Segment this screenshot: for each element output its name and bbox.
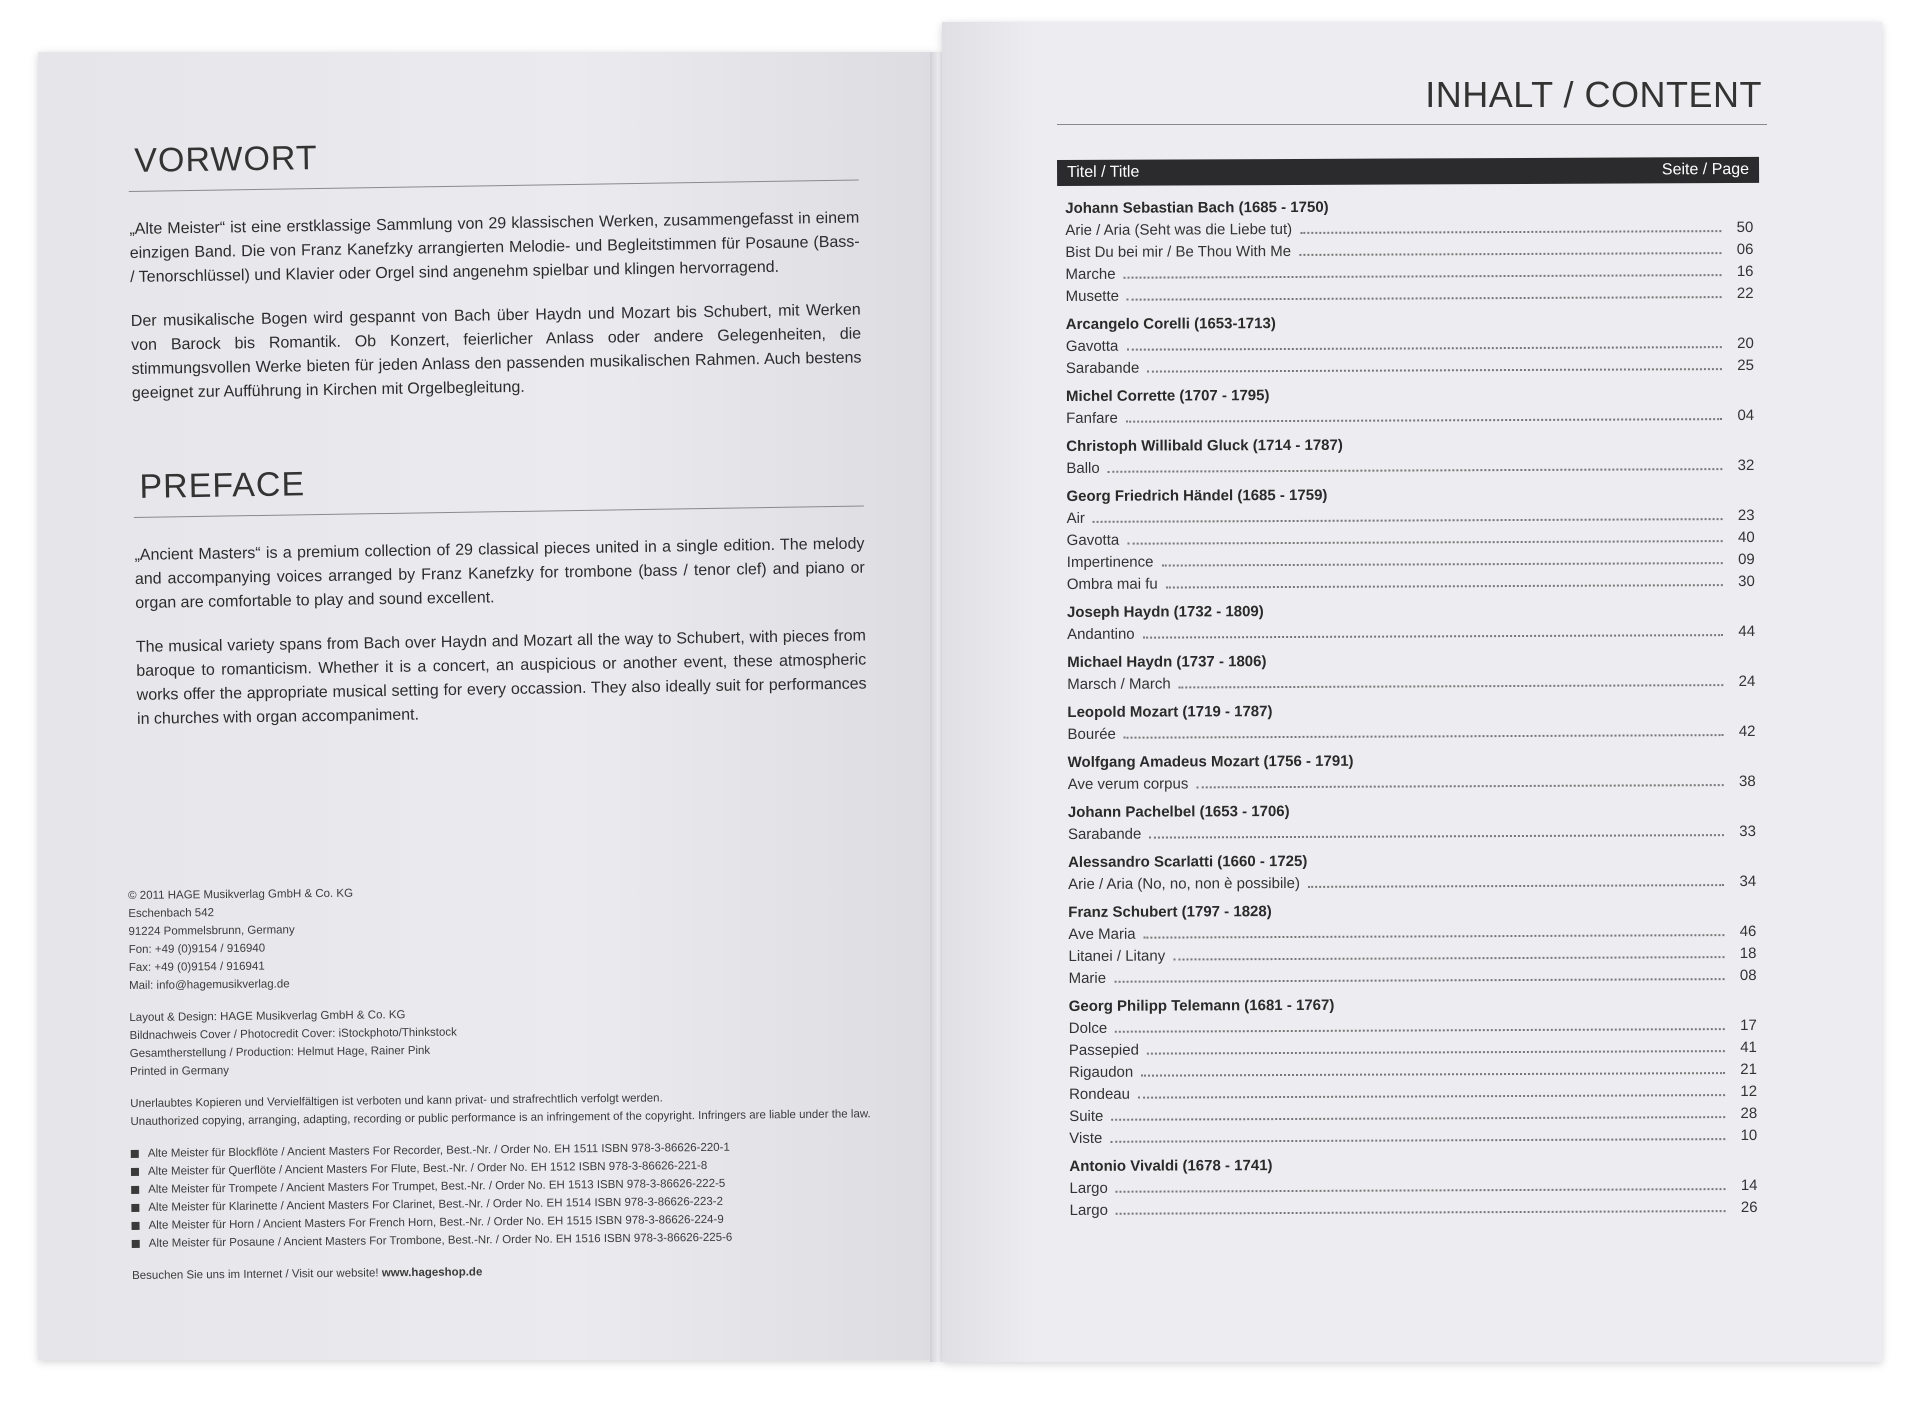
toc-entry-title: Marie (1068, 969, 1107, 987)
toc-entry (1058, 355, 1760, 380)
toc-leader-dots (1127, 296, 1722, 301)
toc-entry (1061, 1125, 1763, 1150)
toc-entry-title: Viste (1069, 1129, 1103, 1147)
toc-leader-dots (1124, 274, 1722, 279)
toc-header-page: Seite / Page (1661, 160, 1750, 179)
credit-line: Gesamtherstellung / Production: Helmut Hage, Rainer Pink (129, 1044, 431, 1060)
address-line: Eschenbach 542 (128, 907, 215, 920)
toc-entry-title: Passepied (1068, 1041, 1139, 1059)
left-page (38, 52, 938, 1360)
bullet-square-icon (131, 1204, 139, 1212)
toc-entry (1060, 871, 1762, 896)
toc-entry-title: Andantino (1067, 625, 1135, 643)
toc-entry-title: Air (1066, 509, 1085, 527)
imprint-block (128, 879, 892, 1285)
toc-entry-title: Ballo (1066, 459, 1100, 477)
website-prefix: Besuchen Sie uns im Internet / Visit our website! (132, 1267, 382, 1282)
credit-line: Layout & Design: HAGE Musikverlag GmbH & Co. KG (129, 1009, 406, 1024)
toc-entry-title: Impertinence (1066, 553, 1154, 571)
toc-entry-page: 09 (1738, 550, 1755, 569)
toc-entry-title: Ombra mai fu (1066, 575, 1158, 593)
toc-leader-dots (1116, 1188, 1726, 1193)
toc-leader-dots (1299, 252, 1721, 256)
toc-entry-title: Sarabande (1067, 825, 1142, 843)
toc-leader-dots (1308, 884, 1724, 888)
toc-entry-page: 20 (1737, 334, 1754, 353)
vorwort-title: VORWORT (133, 139, 318, 180)
toc-entry-title: Dolce (1068, 1019, 1108, 1037)
toc-leader-dots (1127, 540, 1722, 545)
toc-entry-page: 18 (1739, 944, 1757, 963)
website-link[interactable]: www.hageshop.de (381, 1266, 483, 1280)
series-item-text: Alte Meister für Querflöte / Ancient Masters For Flute, Best.-Nr. / Order No. EH 1512 ISBN 978-3-86626-221-8 (147, 1159, 708, 1178)
toc-entry-title: Bourée (1067, 725, 1116, 743)
toc-composer: Leopold Mozart (1719 - 1787) (1067, 703, 1273, 721)
toc-entry-page: 22 (1736, 284, 1754, 303)
preface-rule (134, 505, 864, 517)
toc-entry (1059, 671, 1761, 696)
toc-composer: Michael Haydn (1737 - 1806) (1067, 653, 1267, 671)
toc-entry (1057, 261, 1759, 286)
toc-entry-title: Musette (1065, 287, 1119, 305)
toc-leader-dots (1115, 1028, 1725, 1033)
toc-leader-dots (1149, 834, 1724, 839)
toc-entry-title: Ave Maria (1068, 925, 1136, 943)
toc-leader-dots (1147, 1050, 1725, 1055)
toc-entry-page: 34 (1739, 872, 1757, 891)
toc-entry-page: 24 (1738, 672, 1756, 691)
series-item-text: Alte Meister für Blockflöte / Ancient Masters For Recorder, Best.-Nr. / Order No. EH 1511 ISBN 978-3-86626-220-1 (147, 1141, 730, 1160)
address-line: Fax: +49 (0)9154 / 916941 (128, 960, 265, 974)
toc-entry-page: 33 (1739, 822, 1756, 841)
toc-leader-dots (1141, 1072, 1725, 1077)
toc-leader-dots (1116, 1210, 1726, 1215)
preface-paragraph-1: „Ancient Masters“ is a premium collection of 29 classical pieces united in a single edition. The melody and accompanying voices arranged by Franz Kanefzky for trombone (bass / tenor clef) and piano or organ are comfortable to play and sound excellent. (134, 535, 865, 612)
toc-composer: Georg Friedrich Händel (1685 - 1759) (1066, 486, 1328, 505)
toc-entry-page: 50 (1736, 218, 1754, 237)
toc-entry-page: 08 (1739, 966, 1757, 985)
table-of-contents (1057, 157, 1764, 1222)
toc-leader-dots (1161, 562, 1722, 566)
address-line: © 2011 HAGE Musikverlag GmbH & Co. KG (128, 887, 354, 902)
bullet-square-icon (131, 1186, 139, 1194)
toc-entry-title: Suite (1069, 1107, 1104, 1125)
toc-entry-page: 25 (1737, 356, 1754, 375)
series-list (131, 1137, 892, 1253)
toc-entry (1061, 1059, 1763, 1084)
toc-entry-page: 44 (1738, 622, 1756, 641)
toc-leader-dots (1300, 230, 1721, 234)
toc-composer: Antonio Vivaldi (1678 - 1741) (1069, 1157, 1273, 1175)
toc-leader-dots (1138, 1094, 1725, 1099)
address-line: 91224 Pommelsbrunn, Germany (128, 924, 295, 938)
toc-entry (1058, 455, 1760, 480)
toc-entry-page: 10 (1740, 1126, 1758, 1145)
toc-entry-title: Ave verum corpus (1067, 775, 1189, 793)
toc-title: INHALT / CONTENT (1425, 74, 1762, 115)
legal-line: Unerlaubtes Kopieren und Vervielfältigen ist verboten und kann privat- und strafrechtlich verfolgt werden. (130, 1092, 663, 1110)
open-booklet (30, 22, 1890, 1372)
toc-entry-page: 23 (1737, 506, 1755, 525)
toc-leader-dots (1173, 956, 1724, 960)
series-item-text: Alte Meister für Klarinette / Ancient Masters For Clarinet, Best.-Nr. / Order No. EH 1514 ISBN 978-3-86626-223-2 (148, 1195, 724, 1214)
bullet-square-icon (132, 1240, 140, 1248)
website-line (132, 1259, 892, 1285)
toc-composer: Joseph Haydn (1732 - 1809) (1066, 603, 1264, 621)
toc-entry-page: 21 (1740, 1060, 1758, 1079)
preface-paragraph-2: The musical variety spans from Bach over Haydn and Mozart all the way to Schubert, with pieces from baroque to romanticism. Whether it is a concert, an auspicious or another event, these atmospheric works offer the appropriate musical setting for every occassion. They also ideally suit for performances in churches with organ accompaniment. (135, 627, 867, 728)
toc-entry (1061, 1015, 1763, 1040)
toc-header-bar (1057, 157, 1759, 186)
toc-entry-page: 38 (1738, 772, 1756, 791)
vorwort-paragraph-2: Der musikalische Bogen wird gespannt von Bach über Haydn und Mozart bis Schubert, mit Werken von Barock bis Romantik. Ob Konzert, feierlicher Anlass oder andere Gelegenheiten, die stimmungsvollen Werke bieten für jeden Anlass den passenden musikalischen Rahmen. Auch bestens geeignet zur Aufführung in Kirchen mit Orgelbegleitung. (130, 301, 862, 402)
toc-leader-dots (1114, 978, 1724, 983)
address-line: Mail: info@hagemusikverlag.de (128, 978, 290, 992)
toc-entry-title: Largo (1069, 1201, 1108, 1219)
toc-entry-page: 42 (1738, 722, 1756, 741)
credit-line: Bildnachweis Cover / Photocredit Cover: iStockphoto/Thinkstock (129, 1026, 457, 1042)
toc-leader-dots (1124, 734, 1724, 739)
toc-composer: Johann Pachelbel (1653 - 1706) (1067, 802, 1290, 821)
toc-entry (1059, 571, 1761, 596)
toc-entry (1059, 721, 1761, 746)
toc-leader-dots (1147, 368, 1722, 373)
vorwort-paragraph-1: „Alte Meister“ ist eine erstklassige Sammlung von 29 klassischen Werken, zusammengefasst in einem einzigen Band. Die von Franz Kanefzky arrangierten Melodie- und Begleitstimmen für Posaune (Bass- / Tenorschlüssel) und Klavier oder Orgel sind angenehm spielbar und klingen hervorragend. (129, 209, 860, 286)
address-line: Fon: +49 (0)9154 / 916940 (128, 942, 266, 956)
toc-leader-dots (1196, 784, 1723, 788)
toc-entry-title: Marche (1065, 265, 1116, 283)
toc-entry (1060, 771, 1762, 796)
series-item-text: Alte Meister für Posaune / Ancient Masters For Trombone, Best.-Nr. / Order No. EH 1516 ISBN 978-3-86626-225-6 (148, 1231, 733, 1250)
toc-entry-title: Litanei / Litany (1068, 947, 1166, 965)
toc-composer: Alessandro Scarlatti (1660 - 1725) (1068, 852, 1308, 871)
toc-entry-page: 16 (1736, 262, 1754, 281)
preface-title: PREFACE (139, 465, 306, 506)
toc-entry-page: 30 (1738, 572, 1755, 591)
toc-entry-title: Arie / Aria (Seht was die Liebe tut) (1065, 220, 1293, 239)
toc-entry-page: 40 (1737, 528, 1755, 547)
toc-entry (1057, 217, 1759, 242)
toc-leader-dots (1179, 684, 1724, 688)
toc-entry (1057, 239, 1759, 264)
toc-composer: Arcangelo Corelli (1653-1713) (1065, 315, 1276, 333)
toc-leader-dots (1110, 1138, 1725, 1143)
preface-section (133, 456, 867, 731)
toc-entry-title: Largo (1069, 1179, 1108, 1197)
toc-entry-page: 28 (1740, 1104, 1758, 1123)
toc-entry (1062, 1197, 1764, 1222)
toc-entry (1061, 965, 1763, 990)
toc-entry-page: 32 (1737, 456, 1755, 475)
toc-body (1057, 195, 1763, 1222)
left-text-block (128, 131, 867, 752)
toc-entry (1059, 505, 1761, 530)
toc-entry (1058, 283, 1760, 308)
vorwort-rule (129, 180, 859, 192)
toc-entry-page: 46 (1739, 922, 1757, 941)
toc-entry (1061, 1081, 1763, 1106)
toc-entry (1059, 621, 1761, 646)
toc-entry-title: Rondeau (1069, 1085, 1131, 1103)
toc-entry (1058, 333, 1760, 358)
toc-entry (1060, 943, 1762, 968)
toc-entry-title: Sarabande (1065, 359, 1140, 377)
toc-leader-dots (1166, 584, 1723, 588)
toc-entry-page: 17 (1740, 1016, 1757, 1035)
bullet-square-icon (131, 1150, 139, 1158)
toc-entry-title: Bist Du bei mir / Be Thou With Me (1065, 242, 1292, 261)
copyright-notice (130, 1087, 890, 1131)
toc-entry-page: 26 (1740, 1198, 1758, 1217)
toc-entry (1058, 405, 1760, 430)
bullet-square-icon (131, 1168, 139, 1176)
toc-entry (1061, 1103, 1763, 1128)
toc-entry (1061, 1175, 1763, 1200)
right-page (942, 22, 1882, 1362)
toc-entry-page: 06 (1736, 240, 1754, 259)
toc-entry-title: Gavotta (1066, 531, 1120, 549)
toc-leader-dots (1111, 1116, 1725, 1121)
toc-entry (1059, 549, 1761, 574)
toc-composer: Johann Sebastian Bach (1685 - 1750) (1065, 198, 1329, 217)
toc-entry-title: Gavotta (1065, 337, 1119, 355)
toc-entry-title: Marsch / March (1067, 675, 1171, 693)
toc-entry-title: Arie / Aria (No, no, non è possibile) (1068, 874, 1300, 893)
toc-composer: Georg Philipp Telemann (1681 - 1767) (1068, 996, 1335, 1015)
toc-entry-title: Fanfare (1066, 409, 1118, 427)
toc-entry-page: 04 (1737, 406, 1755, 425)
toc-header-title: Titel / Title (1067, 163, 1140, 181)
vorwort-section (128, 131, 862, 406)
series-item-text: Alte Meister für Trompete / Ancient Masters For Trumpet, Best.-Nr. / Order No. EH 1513 ISBN 978-3-86626-222-5 (148, 1177, 726, 1196)
toc-entry-title: Rigaudon (1068, 1063, 1134, 1081)
bullet-square-icon (132, 1222, 140, 1230)
toc-entry-page: 14 (1740, 1176, 1758, 1195)
credit-line: Printed in Germany (129, 1064, 230, 1078)
toc-entry (1060, 921, 1762, 946)
legal-line: Unauthorized copying, arranging, adapting, recording or public performance is an infringement of the copyright. Infringers are liable under the law. (130, 1108, 871, 1128)
toc-leader-dots (1093, 518, 1723, 523)
publisher-address (128, 879, 889, 995)
toc-entry-page: 41 (1740, 1038, 1757, 1057)
toc-entry (1060, 821, 1762, 846)
toc-entry (1061, 1037, 1763, 1062)
series-item-text: Alte Meister für Horn / Ancient Masters For French Horn, Best.-Nr. / Order No. EH 1515 ISBN 978-3-86626-224-9 (148, 1213, 724, 1232)
toc-leader-dots (1126, 418, 1722, 423)
production-credits (129, 1001, 890, 1081)
toc-leader-dots (1143, 634, 1723, 639)
toc-composer: Christoph Willibald Gluck (1714 - 1787) (1066, 436, 1343, 455)
toc-entry (1059, 527, 1761, 552)
toc-leader-dots (1126, 346, 1721, 351)
toc-leader-dots (1108, 468, 1723, 473)
toc-entry-page: 12 (1740, 1082, 1758, 1101)
toc-composer: Michel Corrette (1707 - 1795) (1065, 387, 1270, 405)
toc-leader-dots (1144, 934, 1725, 939)
toc-composer: Wolfgang Amadeus Mozart (1756 - 1791) (1067, 752, 1354, 771)
toc-composer: Franz Schubert (1797 - 1828) (1068, 903, 1272, 921)
toc-rule (1057, 124, 1767, 125)
